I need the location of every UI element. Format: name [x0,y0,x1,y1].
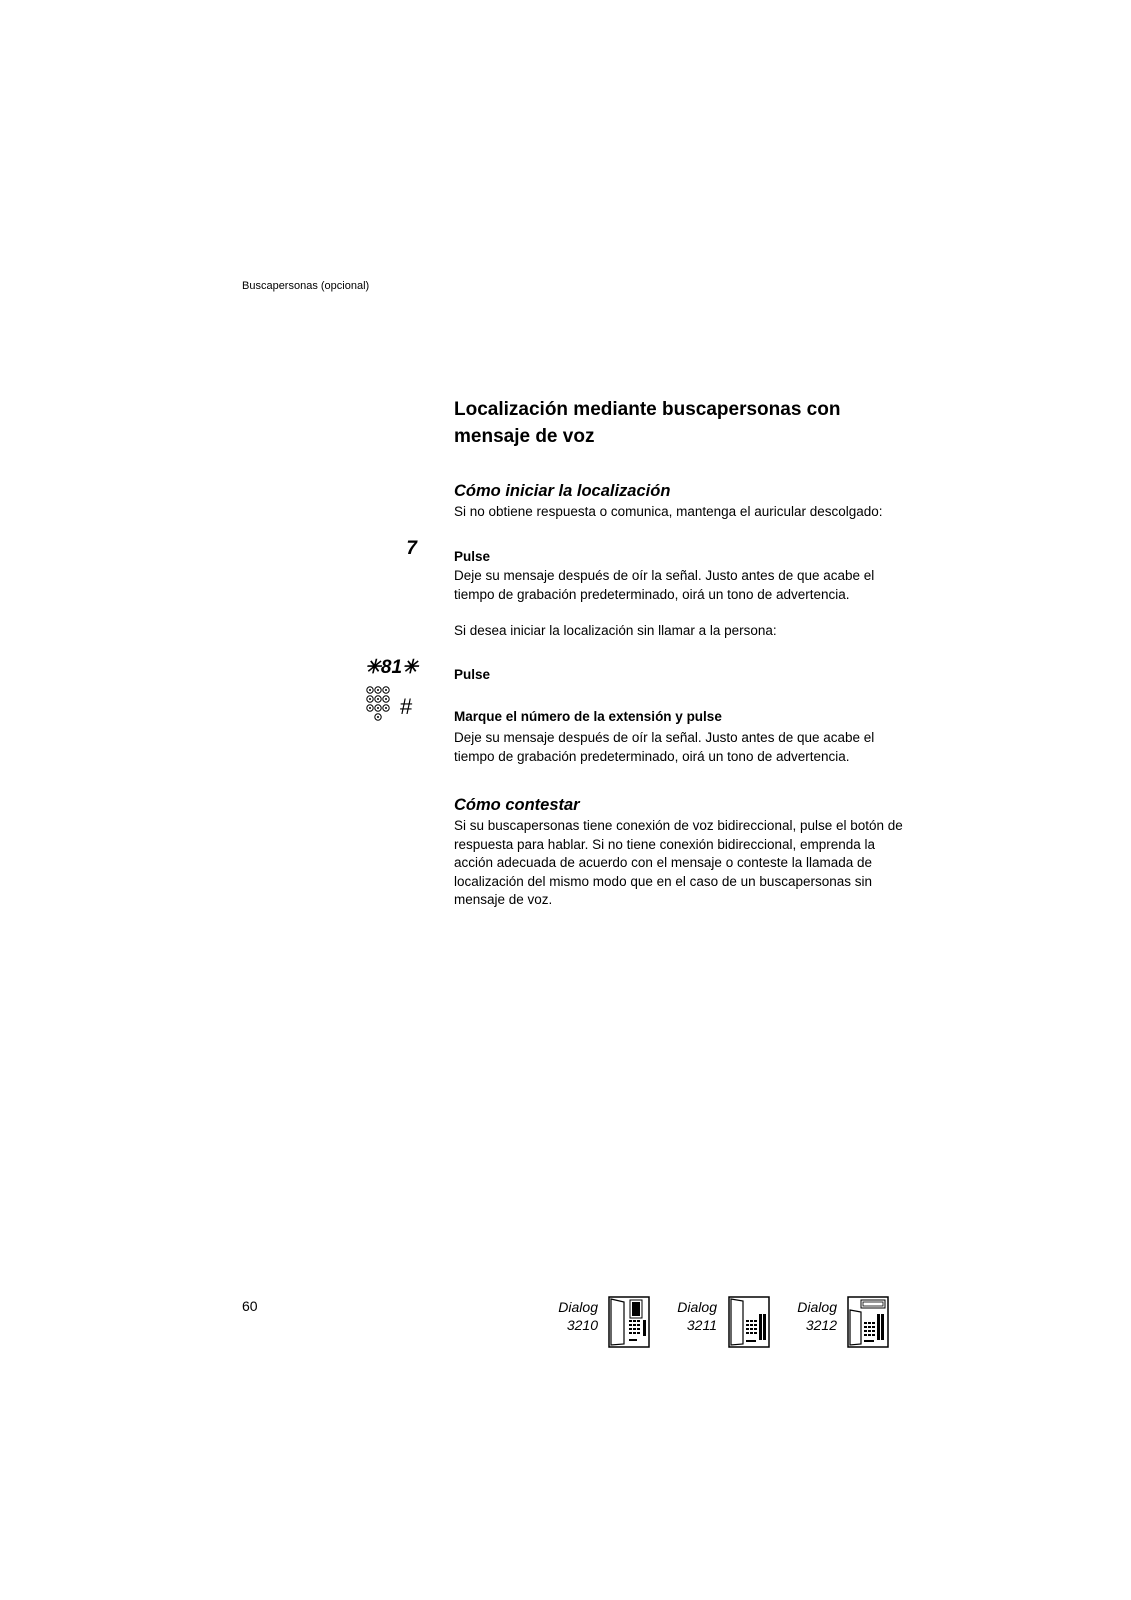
step1-description: Deje su mensaje después de oír la señal. Justo antes de que acabe el tiempo de grabación predeterminado, oirá un tono de advertencia. [454,568,875,602]
model-name: Dialog [677,1299,717,1315]
page-title: Localización mediante buscapersonas con mensaje de voz [454,399,841,447]
phone-3212-icon [847,1296,889,1348]
model-number: 3211 [686,1317,717,1333]
model-number: 3210 [566,1317,598,1333]
model-3212-label [787,1298,837,1334]
phone-3210-icon [608,1296,650,1348]
model-name: Dialog [558,1299,598,1315]
model-3211-label [667,1298,717,1334]
step3-description: Deje su mensaje después de oír la señal. Justo antes de que acabe el tiempo de grabación predeterminado, oirá un tono de advertencia. [454,730,875,764]
model-number: 3212 [805,1317,837,1333]
alt-intro: Si desea iniciar la localización sin llamar a la persona: [454,623,777,638]
start-intro: Si no obtiene respuesta o comunica, mantenga el auricular descolgado: [454,504,883,519]
section-header: Buscapersonas (opcional) [242,280,370,292]
start-heading: Cómo iniciar la localización [454,482,671,500]
model-name: Dialog [797,1299,837,1315]
step3-label: Marque el número de la extensión y pulse [454,709,722,724]
step1-label: Pulse [454,549,491,564]
phone-3211-icon [728,1296,770,1348]
model-3210-label [548,1298,598,1334]
page-number: 60 [242,1298,258,1314]
answer-body: Si su buscapersonas tiene conexión de voz bidireccional, pulse el botón de respuesta para hablar. Si no tiene conexión bidireccional, emprenda la acción adecuada de acuerdo con el mensaje o conteste la llamada de localización del mismo modo que en el caso de un buscapersonas sin mensaje de voz. [454,818,903,907]
key-code: ✳81✳ [365,657,418,678]
hash-key: # [400,694,413,719]
key-7: 7 [406,538,417,559]
answer-heading: Cómo contestar [454,796,580,814]
step2-label: Pulse [454,667,491,682]
